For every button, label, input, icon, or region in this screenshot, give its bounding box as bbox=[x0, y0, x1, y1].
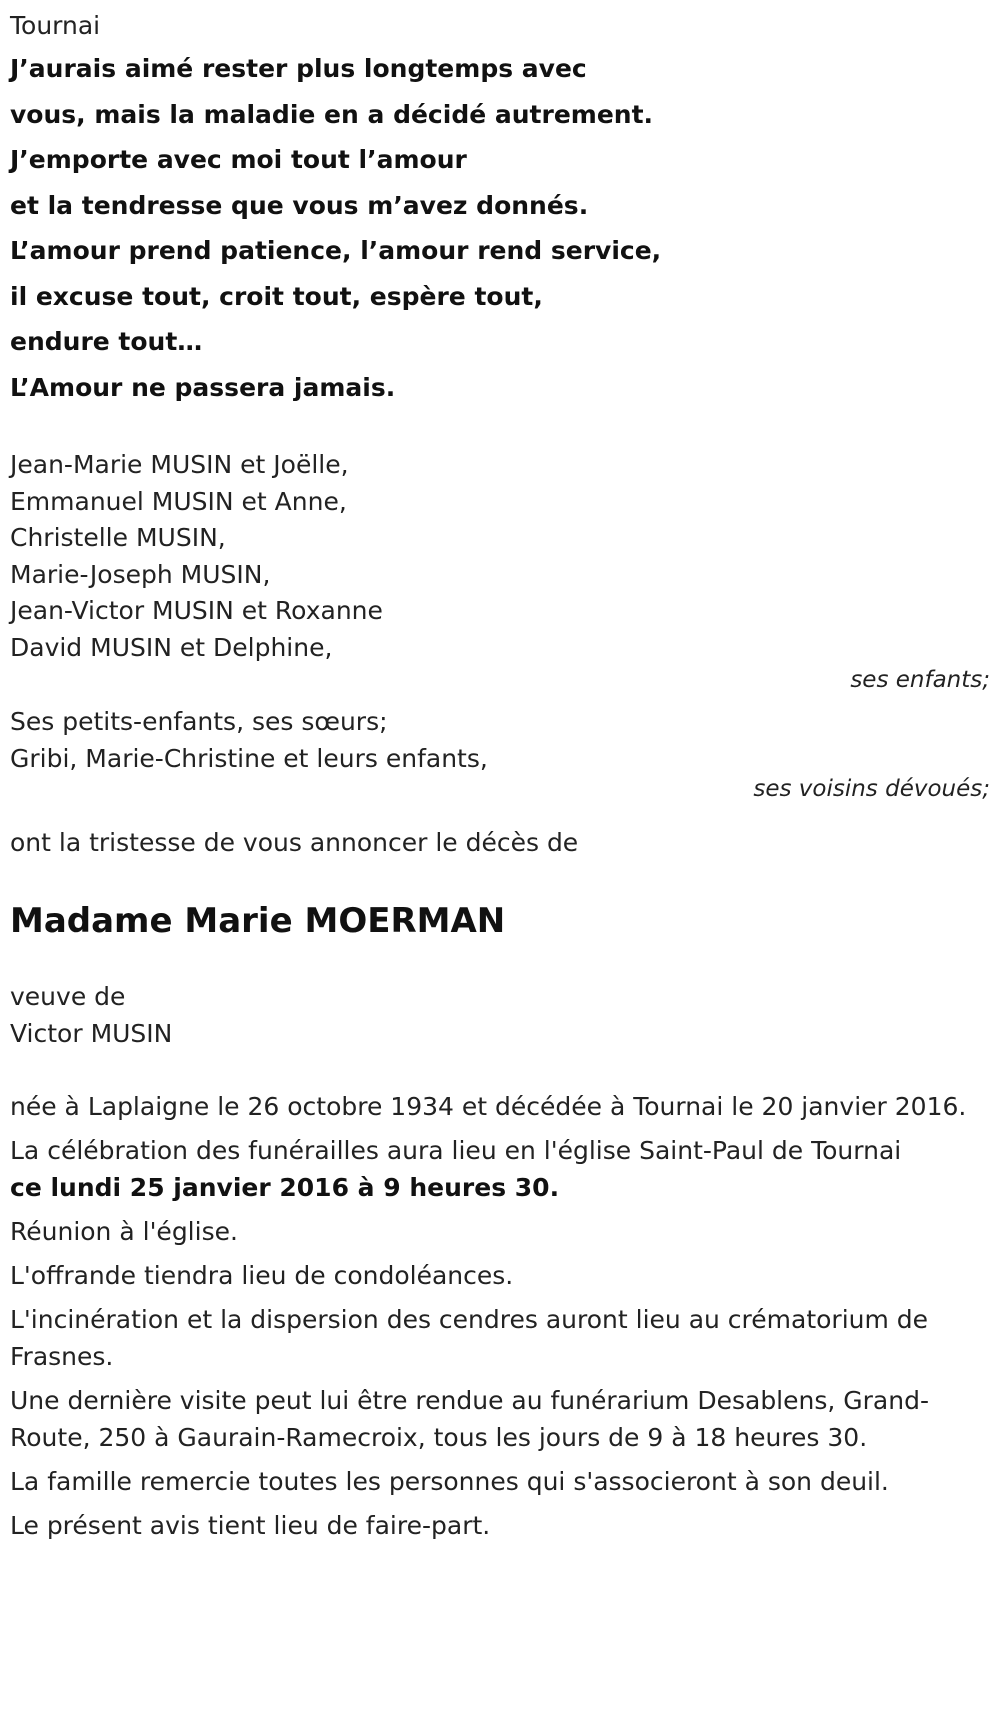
funeral-date-text: ce lundi 25 janvier 2016 à 9 heures 30. bbox=[10, 1173, 560, 1202]
family-member: Gribi, Marie-Christine et leurs enfants, bbox=[10, 743, 488, 773]
family-member: Jean-Marie MUSIN et Joëlle, bbox=[10, 450, 349, 479]
deceased-name: Madame Marie MOERMAN bbox=[10, 901, 506, 941]
meeting-text: Réunion à l'église. bbox=[10, 1217, 238, 1246]
poem-line: endure tout… bbox=[10, 327, 203, 356]
location-label: Tournai bbox=[10, 11, 101, 40]
offering-text: L'offrande tiendra lieu de condoléances. bbox=[10, 1261, 514, 1290]
birth-death-text: née à Laplaigne le 26 octobre 1934 et décédée à Tournai le 20 janvier 2016. bbox=[10, 1092, 967, 1121]
details-block bbox=[10, 1088, 990, 1544]
poem-line: il excuse tout, croit tout, espère tout, bbox=[10, 281, 543, 311]
cremation-text: L'incinération et la dispersion des cendres auront lieu au crématorium de Frasnes. bbox=[10, 1305, 929, 1371]
poem-line: L’amour prend patience, l’amour rend service, bbox=[10, 236, 662, 265]
family-block bbox=[10, 447, 990, 805]
family-member: Marie-Joseph MUSIN, bbox=[10, 559, 271, 589]
family-member: Emmanuel MUSIN et Anne, bbox=[10, 486, 347, 516]
thanks-text: La famille remercie toutes les personnes qui s'associeront à son deuil. bbox=[10, 1467, 889, 1496]
family-member: David MUSIN et Delphine, bbox=[10, 632, 333, 662]
notice-text: Le présent avis tient lieu de faire-part. bbox=[10, 1511, 491, 1540]
widow-label: veuve de bbox=[10, 982, 126, 1011]
funeral-paragraph bbox=[10, 1132, 990, 1206]
announcement-text: ont la tristesse de vous annoncer le décès de bbox=[10, 828, 579, 857]
family-member: Ses petits-enfants, ses sœurs; bbox=[10, 707, 388, 736]
funeral-intro-text: La célébration des funérailles aura lieu en l'église Saint-Paul de Tournai bbox=[10, 1136, 902, 1165]
visit-text: Une dernière visite peut lui être rendue au funérarium Desablens, Grand-Route, 250 à Gaurain-Ramecroix, tous les jours de 9 à 18 heures 30. bbox=[10, 1386, 929, 1452]
poem-line: vous, mais la maladie en a décidé autrement. bbox=[10, 99, 654, 129]
widow-block bbox=[10, 979, 990, 1052]
poem-line: J’aurais aimé rester plus longtemps avec bbox=[10, 54, 587, 83]
poem-line: J’emporte avec moi tout l’amour bbox=[10, 145, 467, 174]
family-member: Jean-Victor MUSIN et Roxanne bbox=[10, 596, 383, 625]
family-member: Christelle MUSIN, bbox=[10, 523, 226, 552]
children-group bbox=[10, 447, 990, 696]
poem-line: L’Amour ne passera jamais. bbox=[10, 372, 396, 402]
poem-block bbox=[10, 46, 990, 410]
others-group bbox=[10, 704, 990, 805]
poem-line: et la tendresse que vous m’avez donnés. bbox=[10, 190, 589, 220]
spouse-name: Victor MUSIN bbox=[10, 1018, 173, 1048]
children-role-label: ses enfants; bbox=[850, 667, 990, 693]
neighbors-role-label: ses voisins dévoués; bbox=[753, 776, 990, 802]
